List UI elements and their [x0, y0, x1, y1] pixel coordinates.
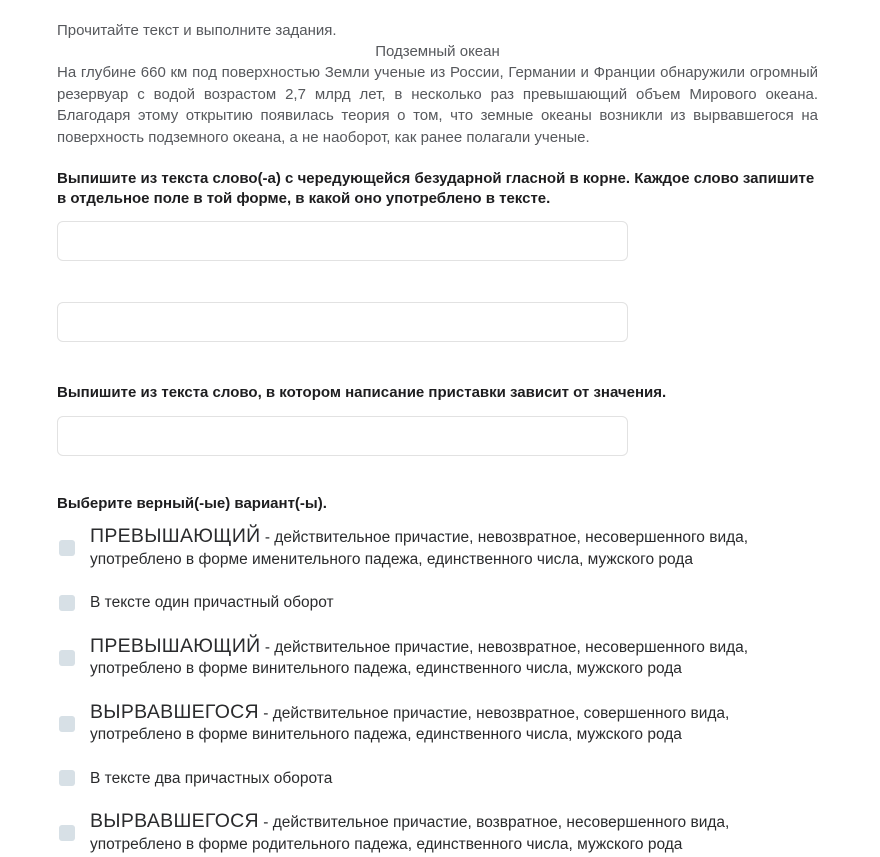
option-description-3: - действительное причастие, невозвратное, несовершенного вида, употреблено в форме винительного падежа, единственного числа, мужского рода: [90, 638, 749, 677]
option-checkbox-3[interactable]: [59, 650, 75, 666]
task3-prompt: Выберите верный(-ые) вариант(-ы).: [57, 494, 327, 512]
option-row-2: [57, 592, 818, 614]
option-term-1: ПРЕВЫШАЮЩИЙ: [90, 525, 261, 547]
option-row-5: [57, 768, 818, 790]
task1-answer-input-1[interactable]: [57, 221, 628, 261]
option-description-1: - действительное причастие, невозвратное, несовершенного вида, употреблено в форме именительного падежа, единственного числа, мужского рода: [90, 529, 749, 568]
option-label-1[interactable]: [90, 526, 818, 570]
option-description-2: В тексте один причастный оборот: [90, 594, 334, 611]
option-description-5: В тексте два причастных оборота: [90, 769, 333, 787]
text-body: На глубине 660 км под поверхностью Земли ученые из России, Германии и Франции обнаружили огромный резервуар с водой возрастом 2,7 млрд лет, в несколько раз превышающий объем Мирового океана. Благодаря этому открытию появилась теория о том, что земные океаны возникли из вырвавшегося на поверхность подземного океана, а не наоборот, как ранее полагали ученые.: [57, 64, 818, 146]
task3-options-list: [57, 526, 818, 855]
option-label-4[interactable]: [90, 702, 818, 746]
option-row-3: [57, 636, 818, 680]
option-row-1: [57, 526, 818, 570]
option-label-3[interactable]: [90, 636, 818, 680]
option-label-6[interactable]: [90, 811, 818, 855]
option-description-4: - действительное причастие, невозвратное, совершенного вида, употреблено в форме винительного падежа, единственного числа, мужского рода: [90, 704, 730, 743]
option-row-4: [57, 702, 818, 746]
option-row-6: [57, 811, 818, 855]
option-description-6: - действительное причастие, возвратное, несовершенного вида, употреблено в форме родительного падежа, единственного числа, мужского рода: [90, 814, 730, 853]
task2-answer-input[interactable]: [57, 416, 628, 456]
option-checkbox-6[interactable]: [59, 825, 75, 841]
option-term-4: ВЫРВАВШЕГОСЯ: [90, 700, 259, 723]
option-term-3: ПРЕВЫШАЮЩИЙ: [90, 634, 261, 657]
option-checkbox-4[interactable]: [59, 716, 75, 732]
task1-answer-input-2[interactable]: [57, 302, 628, 342]
option-checkbox-5[interactable]: [59, 770, 75, 786]
task2-prompt: Выпишите из текста слово, в котором написание приставки зависит от значения.: [57, 384, 667, 401]
option-label-2[interactable]: [90, 592, 334, 614]
option-label-5[interactable]: [90, 768, 332, 790]
option-checkbox-1[interactable]: [59, 540, 75, 556]
task1-prompt: Выпишите из текста слово(-а) с чередующейся безударной гласной в корне. Каждое слово запишите в отдельное поле в той форме, в какой оно употреблено в тексте.: [57, 170, 815, 207]
text-title: Подземный океан: [375, 43, 500, 60]
reading-instruction: Прочитайте текст и выполните задания.: [57, 22, 337, 39]
option-term-6: ВЫРВАВШЕГОСЯ: [90, 810, 259, 832]
option-checkbox-2[interactable]: [59, 595, 75, 611]
